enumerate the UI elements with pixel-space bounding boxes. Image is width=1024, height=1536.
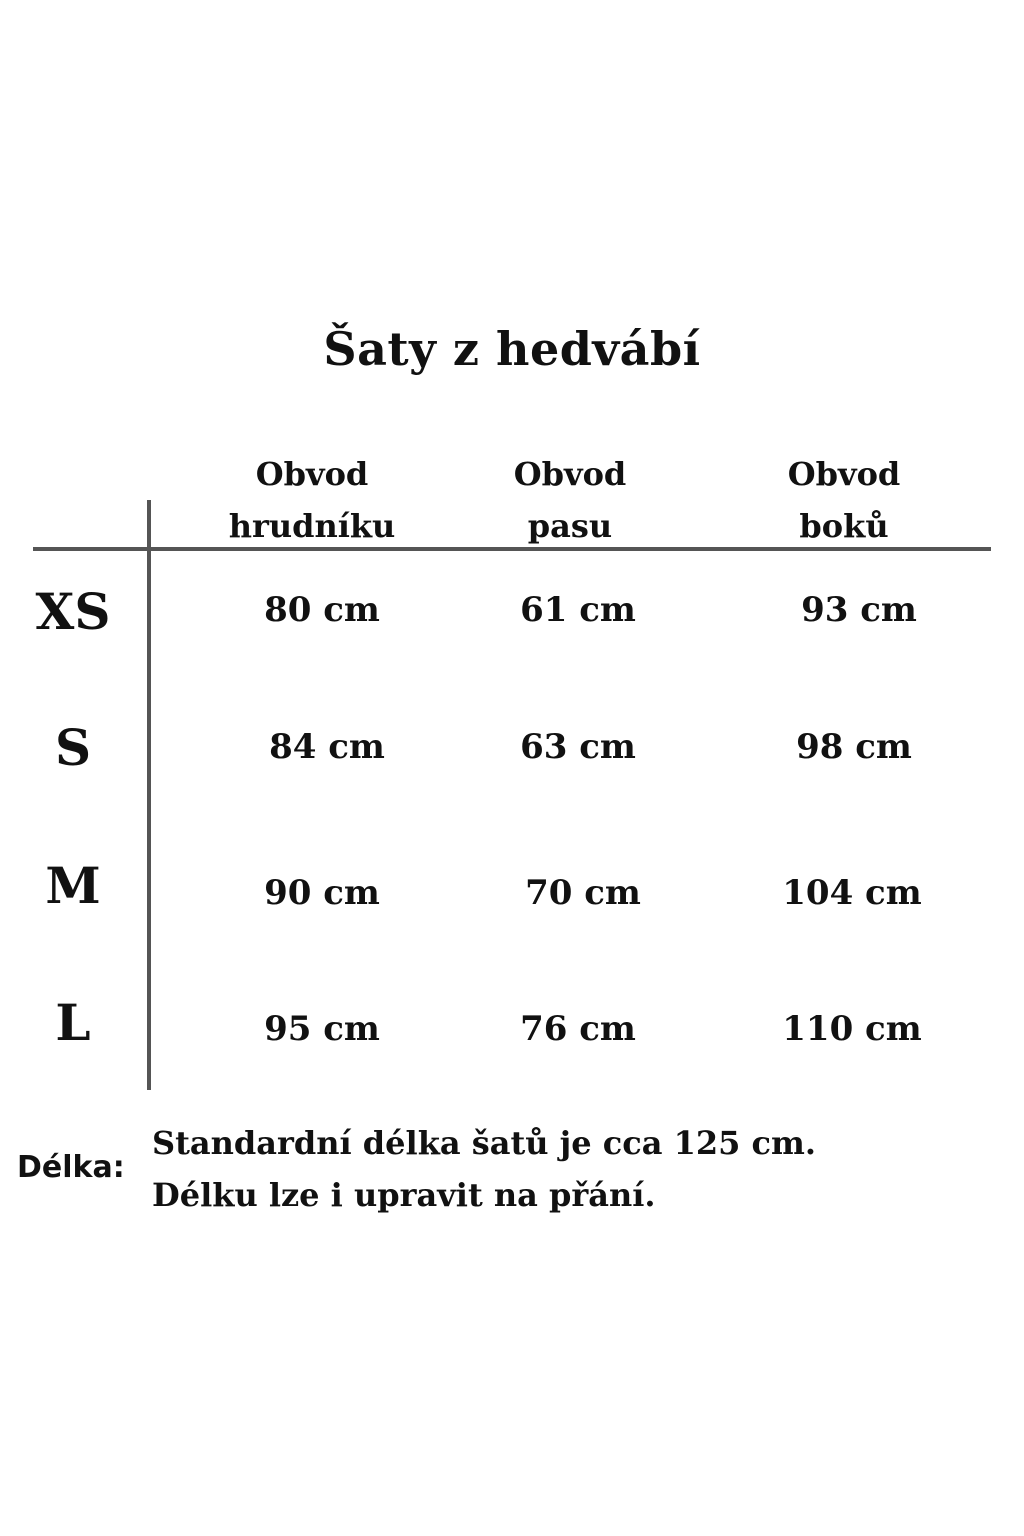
column-header-line2: pasu — [527, 507, 613, 545]
table-cell: 95 cm — [264, 1009, 380, 1049]
size-label-l: L — [55, 993, 91, 1052]
column-header-line1: Obvod — [513, 455, 627, 493]
column-header-line2: hrudníku — [228, 507, 396, 545]
table-cell: 70 cm — [525, 873, 641, 913]
table-cell: 80 cm — [264, 590, 380, 630]
table-cell: 76 cm — [520, 1009, 636, 1049]
column-header-line1: Obvod — [255, 455, 369, 493]
table-cell: 84 cm — [269, 727, 385, 767]
size-label-m: M — [45, 856, 101, 915]
length-note-line: Délku lze i upravit na přání. — [152, 1176, 656, 1214]
size-column-divider-line — [147, 500, 151, 1090]
table-cell: 104 cm — [782, 873, 922, 913]
table-cell: 110 cm — [782, 1009, 922, 1049]
length-note-label: Délka: — [17, 1150, 125, 1185]
table-cell: 61 cm — [520, 590, 636, 630]
table-cell: 63 cm — [520, 727, 636, 767]
column-header-waist — [440, 448, 700, 552]
size-label-xs: XS — [35, 582, 111, 641]
column-header-hips — [714, 448, 974, 552]
column-header-line2: boků — [799, 507, 889, 545]
page-title: Šaty z hedvábí — [323, 322, 701, 376]
size-label-s: S — [54, 718, 92, 777]
length-note-line: Standardní délka šatů je cca 125 cm. — [152, 1124, 817, 1162]
table-cell: 93 cm — [801, 590, 917, 630]
column-header-line1: Obvod — [787, 455, 901, 493]
header-divider-line — [33, 547, 991, 551]
table-cell: 90 cm — [264, 873, 380, 913]
column-header-chest — [182, 448, 442, 552]
table-cell: 98 cm — [796, 727, 912, 767]
